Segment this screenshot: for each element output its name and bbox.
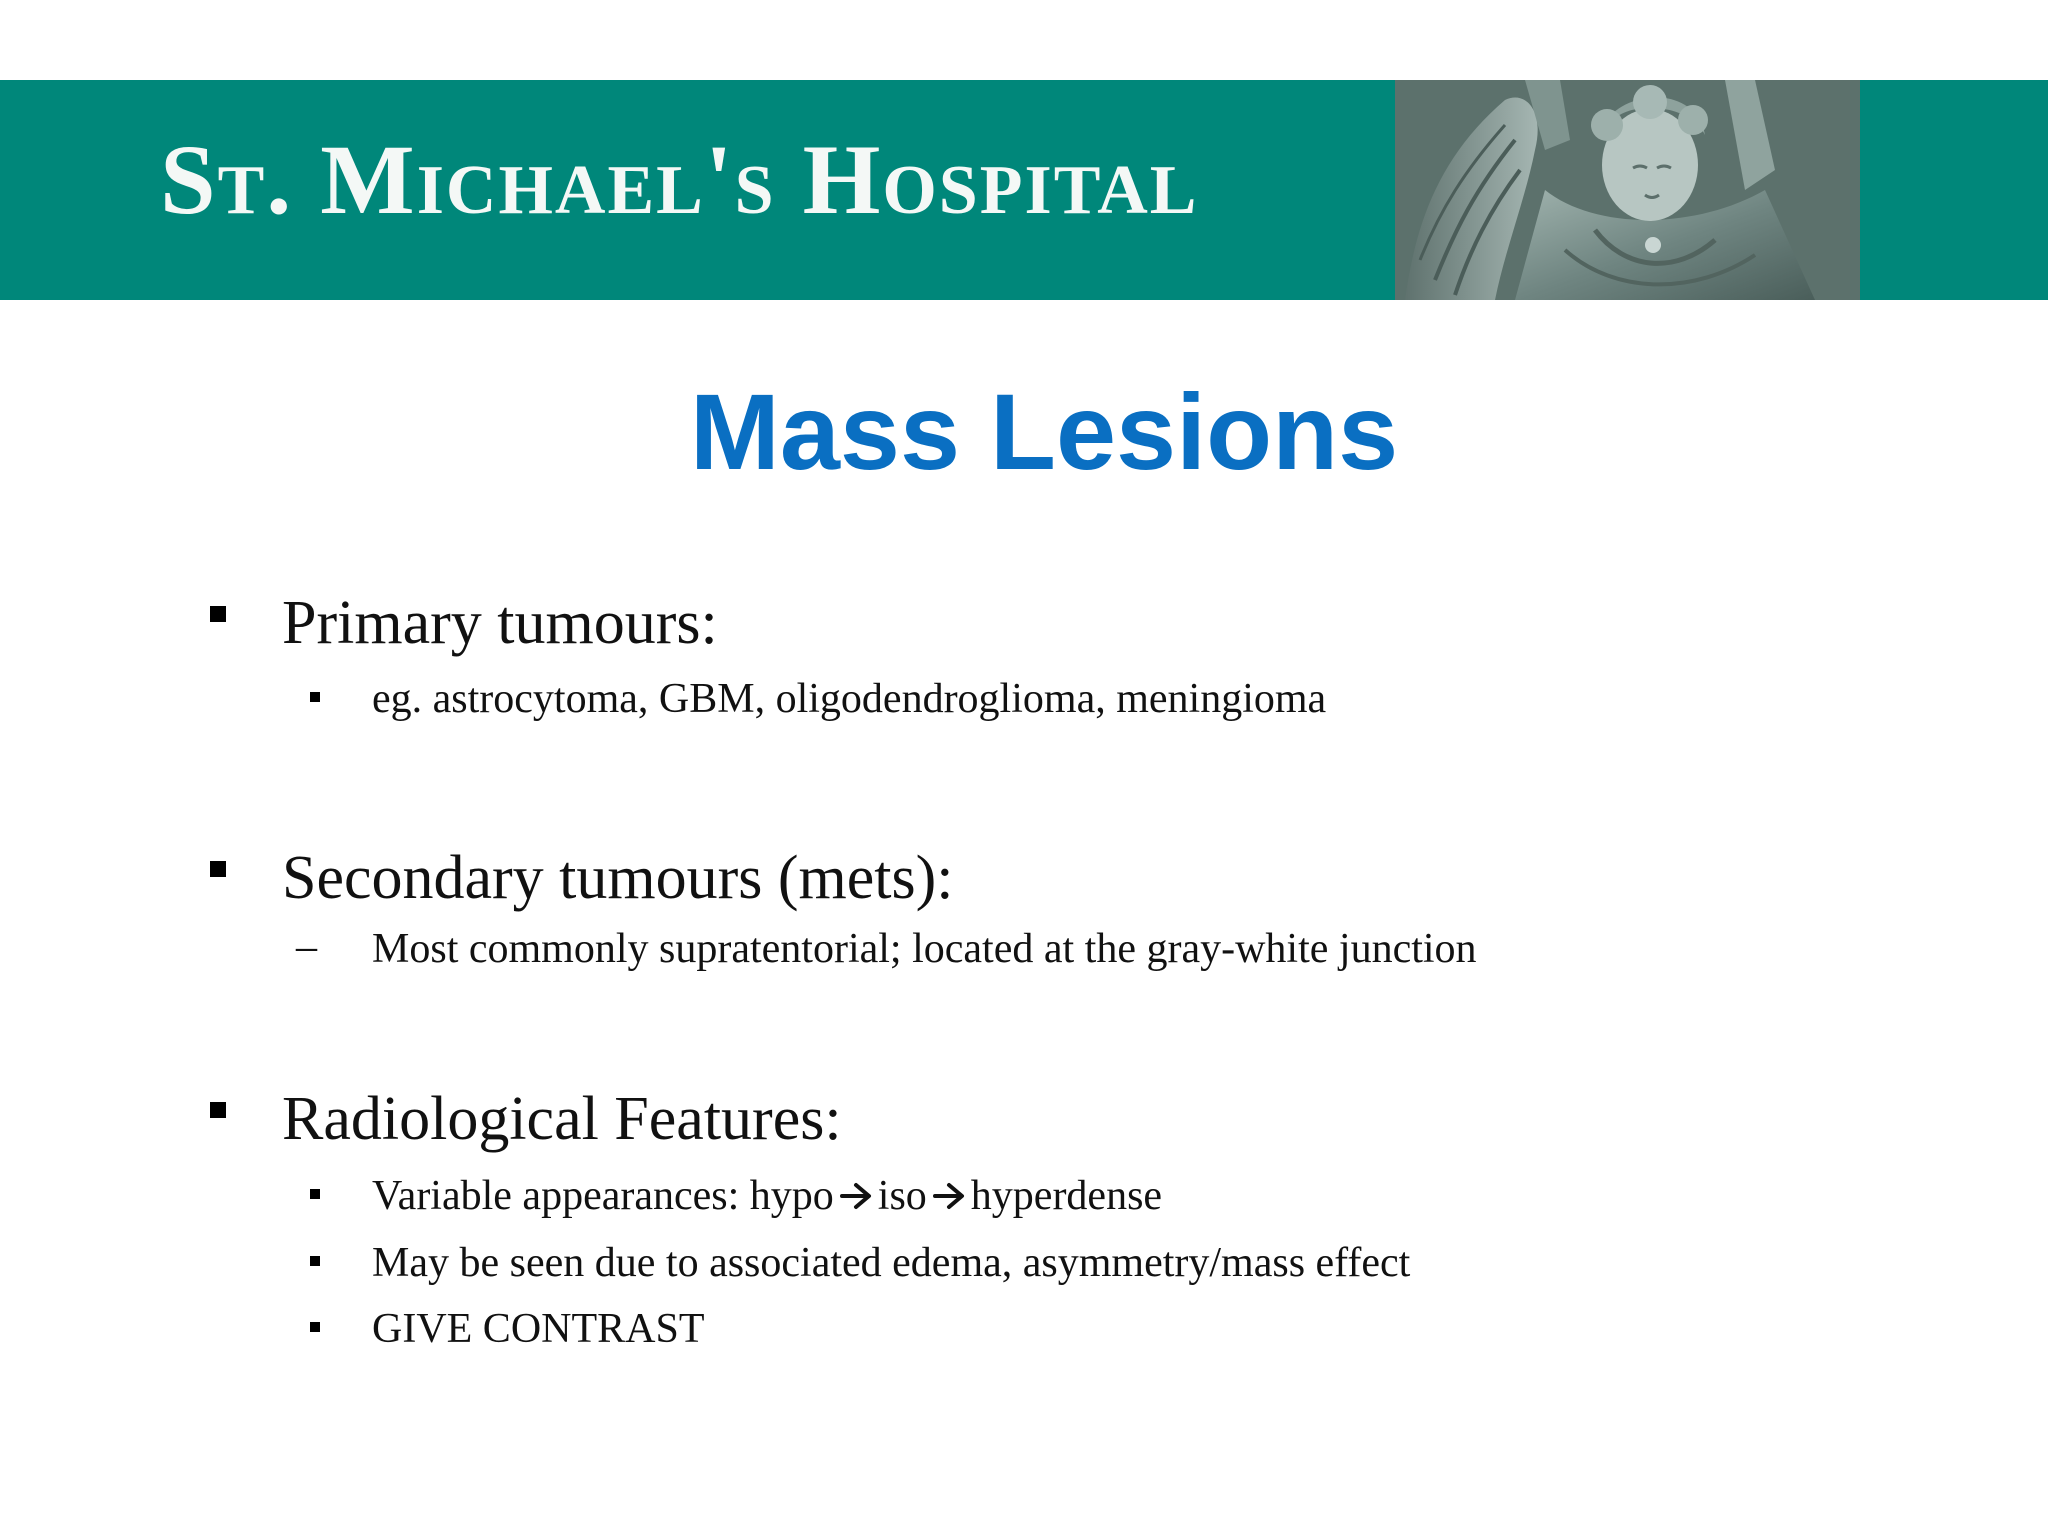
right-arrow-icon: [838, 1181, 874, 1211]
sub-bullet-text: [372, 1175, 1162, 1217]
bullet-heading: Secondary tumours (mets):: [282, 844, 954, 912]
hospital-name: St. Michael's Hospital: [160, 124, 1199, 235]
sub-bullet-text: GIVE CONTRAST: [372, 1306, 705, 1352]
square-bullet-icon: [210, 606, 226, 622]
square-bullet-icon: [310, 1322, 320, 1332]
slide-title: Mass Lesions: [689, 371, 1399, 492]
bullet-heading: Radiological Features:: [282, 1085, 842, 1153]
square-bullet-icon: [310, 692, 320, 702]
appearance-part-iso: iso: [877, 1173, 927, 1219]
angel-statue-image: [1395, 80, 1905, 300]
square-bullet-icon: [210, 1102, 226, 1118]
appearance-part-hyperdense: hyperdense: [970, 1173, 1163, 1219]
sub-bullet-text: May be seen due to associated edema, asymmetry/mass effect: [372, 1240, 1411, 1286]
square-bullet-icon: [310, 1256, 320, 1266]
appearance-part-hypo: Variable appearances: hypo: [372, 1173, 834, 1219]
sub-bullet-text: Most commonly supratentorial; located at the gray-white junction: [372, 926, 1477, 972]
right-arrow-icon: [931, 1181, 967, 1211]
square-bullet-icon: [310, 1189, 320, 1199]
dash-bullet-icon: –: [296, 924, 317, 970]
square-bullet-icon: [210, 861, 226, 877]
sub-bullet-text: eg. astrocytoma, GBM, oligodendroglioma, meningioma: [372, 676, 1327, 722]
bullet-heading: Primary tumours:: [282, 589, 718, 657]
